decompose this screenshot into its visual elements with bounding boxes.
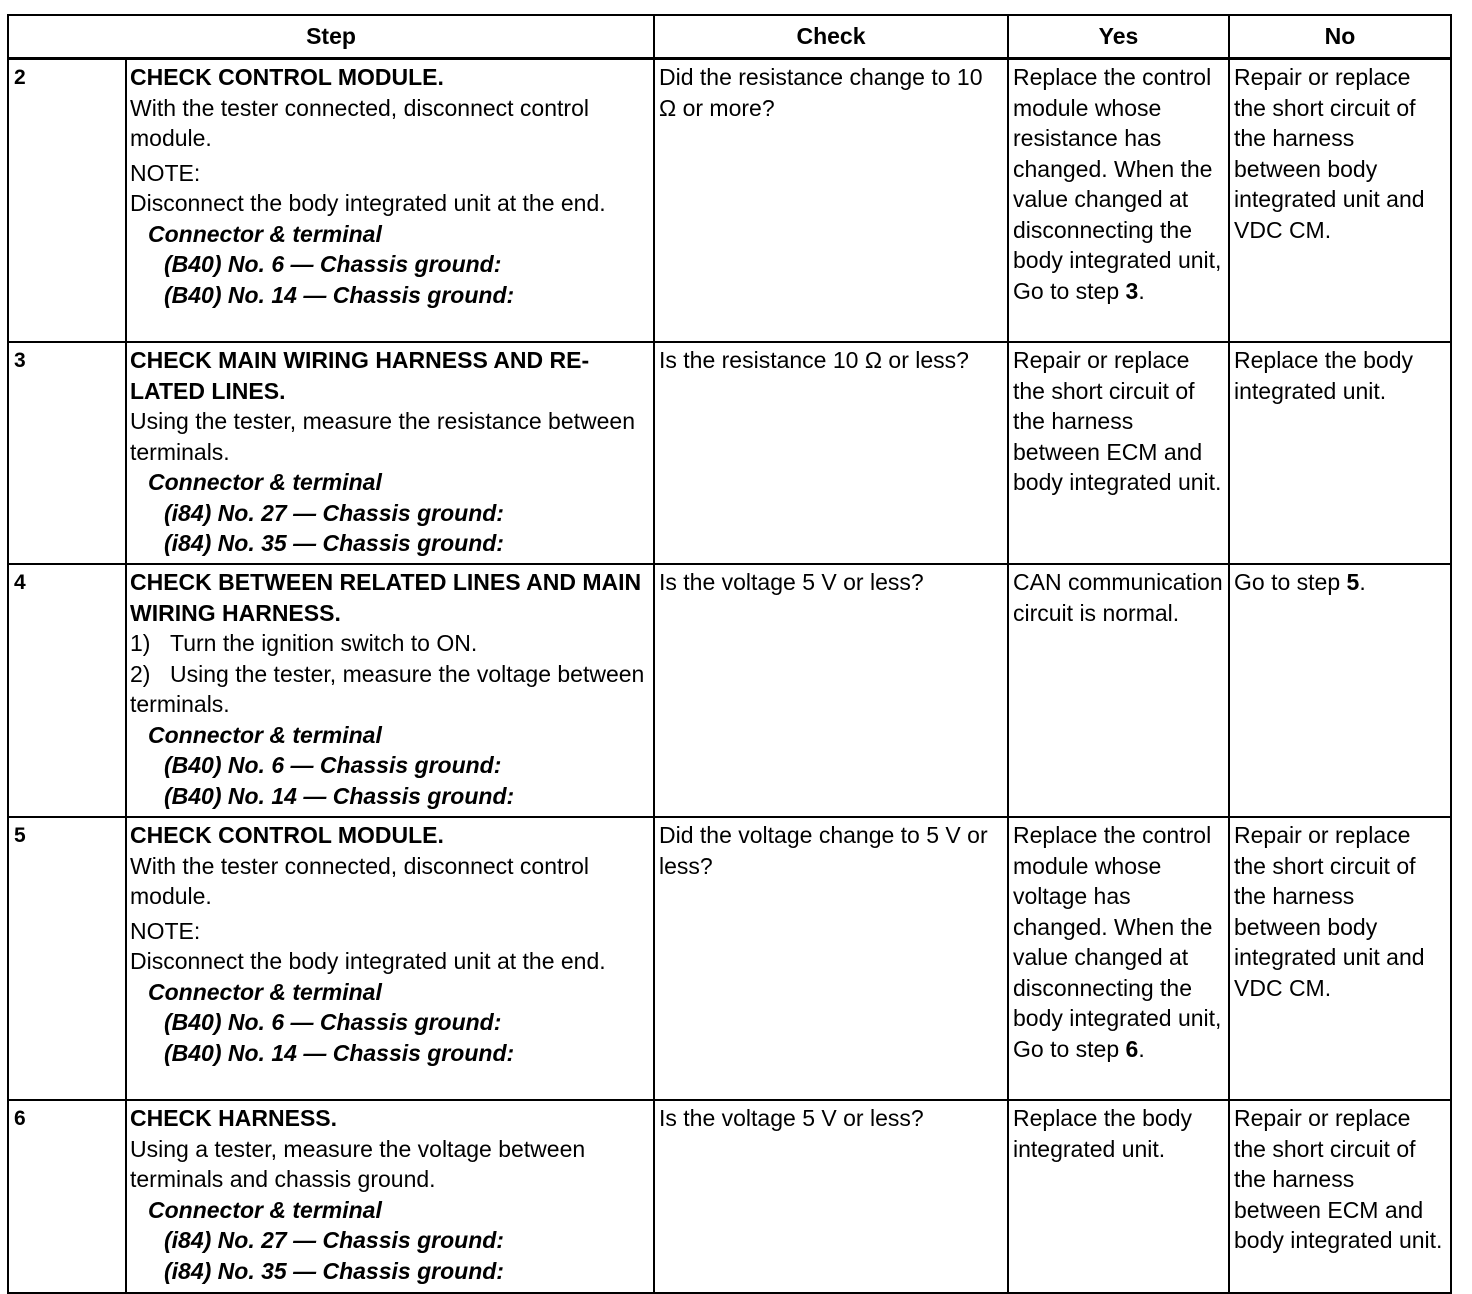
- terminal-line: (B40) No. 6 — Chassis ground:: [164, 752, 502, 778]
- terminal-line: (i84) No. 27 — Chassis ground:: [164, 1227, 504, 1253]
- terminal-line: (i84) No. 35 — Chassis ground:: [164, 530, 504, 556]
- step-text: With the tester connected, disconnect control module.: [130, 94, 589, 151]
- goto-step-number: 3: [1125, 277, 1139, 304]
- header-row: [8, 15, 1451, 59]
- no-cell: Repair or replace the short circuit of the harness between body integrated unit and VDC CM.: [1229, 59, 1451, 343]
- substep-text: Turn the ignition switch to ON.: [170, 630, 478, 656]
- connector-label: Connector & terminal: [148, 721, 382, 748]
- step-description: [126, 1100, 654, 1293]
- step-title: CHECK HARNESS.: [130, 1105, 338, 1131]
- step-text: Using the tester, measure the resistance between terminals.: [130, 408, 636, 465]
- terminal-line: (B40) No. 14 — Chassis ground:: [164, 782, 515, 809]
- step-text: Using a tester, measure the voltage between terminals and chassis ground.: [130, 1135, 586, 1192]
- no-cell: Replace the body integrated unit.: [1229, 342, 1451, 564]
- step-title: CHECK CONTROL MODULE.: [130, 64, 444, 90]
- header-no: No: [1229, 15, 1451, 59]
- yes-cell: [1008, 59, 1229, 343]
- check-cell: Is the voltage 5 V or less?: [654, 564, 1008, 817]
- no-cell: Repair or replace the short circuit of the harness between body integrated unit and VDC CM.: [1229, 817, 1451, 1100]
- goto-text: Go to step: [1013, 277, 1126, 304]
- yes-cell: Repair or replace the short circuit of the harness between ECM and body integrated unit.: [1008, 342, 1229, 564]
- step-description: [126, 817, 654, 1100]
- step-number: 4: [8, 564, 126, 817]
- terminal-line: (B40) No. 6 — Chassis ground:: [164, 1009, 502, 1035]
- step-number: 6: [8, 1100, 126, 1293]
- step-title: CHECK CONTROL MODULE.: [130, 822, 444, 848]
- note-label: NOTE:: [130, 159, 201, 186]
- substep-label: 2): [130, 660, 151, 687]
- header-check: Check: [654, 15, 1008, 59]
- step-description: [126, 342, 654, 564]
- substep: [130, 659, 647, 720]
- table-row: [8, 342, 1451, 564]
- yes-text: Replace the control module whose voltage has changed. When the value changed at disconnecting the body integrated unit,: [1013, 822, 1222, 1031]
- substep-label: 1): [130, 630, 151, 656]
- table-row: [8, 1100, 1451, 1293]
- step-description: [126, 59, 654, 343]
- check-cell: Is the resistance 10 Ω or less?: [654, 342, 1008, 564]
- terminal-line: (B40) No. 14 — Chassis ground:: [164, 281, 515, 308]
- check-cell: Did the voltage change to 5 V or less?: [654, 817, 1008, 1100]
- note-text: Disconnect the body integrated unit at the end.: [130, 190, 606, 216]
- yes-cell: Replace the body integrated unit.: [1008, 1100, 1229, 1293]
- diagnostic-table: [7, 14, 1452, 1294]
- terminal-line: (B40) No. 14 — Chassis ground:: [164, 1039, 515, 1066]
- goto-text: Go to step: [1013, 1035, 1126, 1062]
- terminal-line: (B40) No. 6 — Chassis ground:: [164, 251, 502, 277]
- step-number: 2: [8, 59, 126, 343]
- connector-label: Connector & terminal: [148, 220, 382, 247]
- header-step: Step: [8, 15, 654, 59]
- substep-text: Using the tester, measure the voltage between terminals.: [130, 660, 645, 717]
- header-yes: Yes: [1008, 15, 1229, 59]
- yes-goto: Go to step 6.: [1013, 1035, 1145, 1062]
- no-cell: Repair or replace the short circuit of the harness between ECM and body integrated unit.: [1229, 1100, 1451, 1293]
- connector-label: Connector & terminal: [148, 469, 382, 495]
- table-row: [8, 59, 1451, 343]
- yes-cell: CAN communication circuit is normal.: [1008, 564, 1229, 817]
- no-cell: [1229, 564, 1451, 817]
- terminal-line: (i84) No. 35 — Chassis ground:: [164, 1257, 504, 1284]
- goto-text: Go to step: [1234, 569, 1347, 595]
- step-description: [126, 564, 654, 817]
- goto-step-number: 6: [1125, 1035, 1139, 1062]
- note-label: NOTE:: [130, 917, 201, 944]
- table-row: [8, 817, 1451, 1100]
- step-number: 3: [8, 342, 126, 564]
- step-text: With the tester connected, disconnect control module.: [130, 852, 589, 909]
- terminal-line: (i84) No. 27 — Chassis ground:: [164, 499, 504, 526]
- table-row: [8, 564, 1451, 817]
- check-cell: Is the voltage 5 V or less?: [654, 1100, 1008, 1293]
- yes-cell: [1008, 817, 1229, 1100]
- substep: [130, 628, 647, 659]
- connector-label: Connector & terminal: [148, 1196, 382, 1223]
- yes-text: Replace the control module whose resistance has changed. When the value changed at disconnecting the body integrated unit,: [1013, 64, 1222, 273]
- step-title: CHECK MAIN WIRING HARNESS AND RE- LATED LINES.: [130, 347, 590, 404]
- note-text: Disconnect the body integrated unit at the end.: [130, 948, 606, 974]
- check-cell: Did the resistance change to 10 Ω or more?: [654, 59, 1008, 343]
- goto-end: .: [1359, 569, 1366, 595]
- step-number: 5: [8, 817, 126, 1100]
- yes-goto: Go to step 3.: [1013, 277, 1145, 304]
- goto-step-number: 5: [1346, 569, 1360, 595]
- step-title: CHECK BETWEEN RELATED LINES AND MAIN WIRING HARNESS.: [130, 569, 642, 626]
- connector-label: Connector & terminal: [148, 978, 382, 1005]
